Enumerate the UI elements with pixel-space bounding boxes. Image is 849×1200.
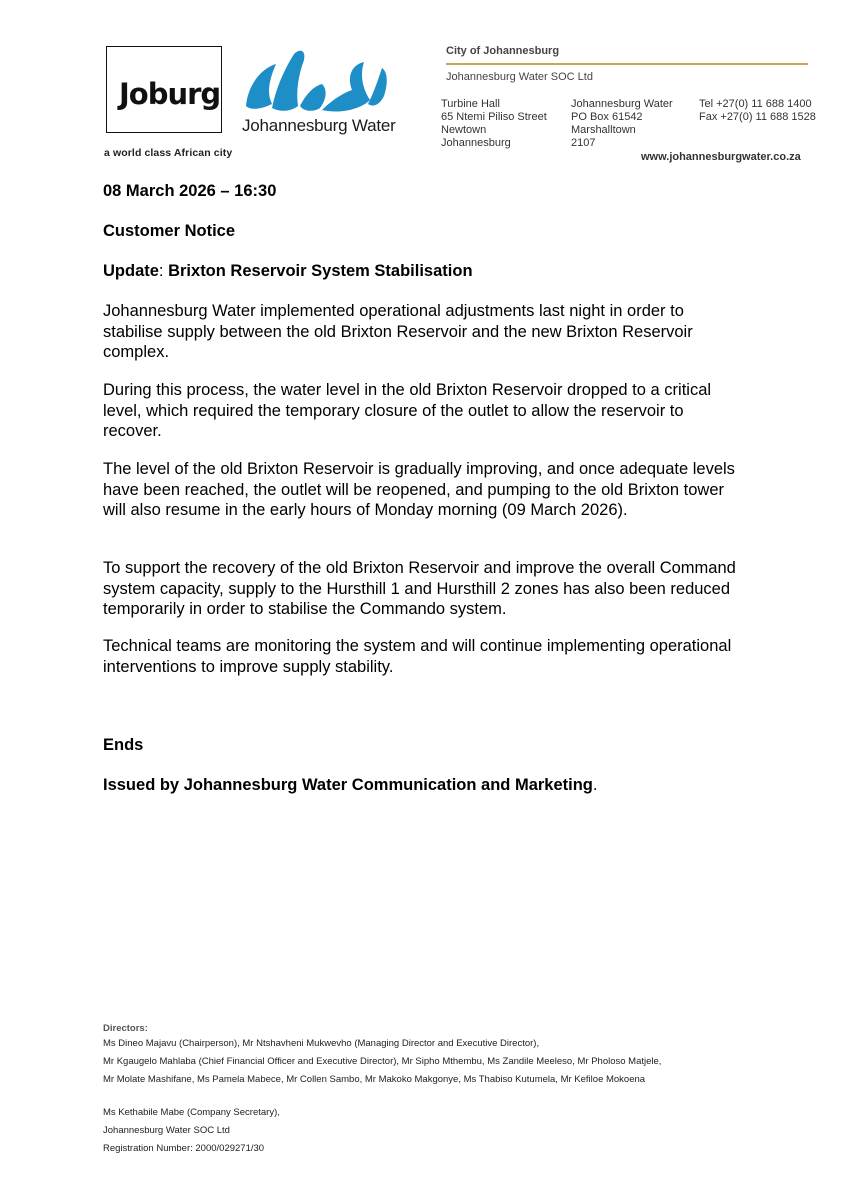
postal-address [571, 98, 673, 150]
address-line: PO Box 61542 [571, 111, 643, 123]
directors-line: Mr Molate Mashifane, Ms Pamela Mabece, Mr Collen Sambo, Mr Makoko Makgonye, Ms Thabiso Kutumela, Mr Kefiloe Mokoena [103, 1074, 646, 1085]
issued-by [103, 775, 597, 796]
website-link[interactable]: www.johannesburgwater.co.za [641, 151, 801, 163]
notice-paragraph: The level of the old Brixton Reservoir is gradually improving, and once adequate levels have been reached, the outlet will be reopened, and pumping to the old Brixton tower will also resume in the early hours of Monday morning (09 March 2026). [103, 460, 735, 519]
address-line: Marshalltown [571, 124, 636, 136]
johannesburg-water-name: Johannesburg Water [242, 116, 396, 135]
city-name: City of Johannesburg [446, 45, 560, 57]
joburg-tagline: a world class African city [104, 147, 233, 159]
notice-paragraph: During this process, the water level in the old Brixton Reservoir dropped to a critical level, which required the temporary closure of the outlet to allow the reservoir to recover. [103, 381, 712, 440]
directors-line: Ms Dineo Majavu (Chairperson), Mr Ntshavheni Mukwevho (Managing Director and Executive Director), [103, 1038, 540, 1049]
fax-number: Fax +27(0) 11 688 1528 [699, 111, 816, 123]
update-title: Update: Brixton Reservoir System Stabilisation [103, 262, 473, 280]
registration-number: Registration Number: 2000/029271/30 [103, 1143, 265, 1154]
update-label: Update [103, 262, 159, 280]
footer-company-name: Johannesburg Water SOC Ltd [103, 1125, 230, 1136]
company-secretary: Ms Kethabile Mabe (Company Secretary), [103, 1107, 280, 1118]
address-line: Turbine Hall [441, 98, 500, 110]
notice-paragraph: Johannesburg Water implemented operational adjustments last night in order to stabilise supply between the old Brixton Reservoir and the new Brixton Reservoir complex. [103, 302, 693, 361]
address-line: Johannesburg Water [571, 98, 673, 110]
address-line: 65 Ntemi Piliso Street [441, 111, 547, 123]
contact-numbers [699, 98, 816, 124]
issued-by-text: Issued by Johannesburg Water Communication and Marketing [103, 776, 593, 794]
company-name: Johannesburg Water SOC Ltd [446, 71, 593, 83]
notice-heading: Customer Notice [103, 222, 236, 240]
issued-by-period: . [592, 776, 598, 794]
address-line: Johannesburg [441, 137, 511, 149]
directors-line: Mr Kgaugelo Mahlaba (Chief Financial Officer and Executive Director), Mr Sipho Mthembu, Ms Zandile Meeleso, Mr Pholoso Matjele, [103, 1056, 662, 1067]
joburg-logo [106, 46, 222, 133]
directors-title: Directors: [103, 1023, 148, 1034]
phone-number: Tel +27(0) 11 688 1400 [699, 98, 812, 110]
header-divider [446, 63, 808, 65]
johannesburg-water-logo-icon [242, 44, 390, 122]
notice-paragraph: To support the recovery of the old Brixton Reservoir and improve the overall Command system capacity, supply to the Hursthill 1 and Hursthill 2 zones has also been reduced temporarily in order to stabilise the Commando system. [103, 559, 736, 618]
joburg-wordmark: Joburg [119, 77, 221, 111]
notice-date: 08 March 2026 – 16:30 [103, 182, 277, 200]
address-line: Newtown [441, 124, 487, 136]
physical-address [441, 98, 547, 150]
update-subject: Brixton Reservoir System Stabilisation [168, 262, 473, 280]
notice-paragraph: Technical teams are monitoring the system and will continue implementing operational interventions to improve supply stability. [103, 637, 732, 676]
address-line: 2107 [571, 137, 596, 149]
ends-label: Ends [103, 736, 144, 754]
